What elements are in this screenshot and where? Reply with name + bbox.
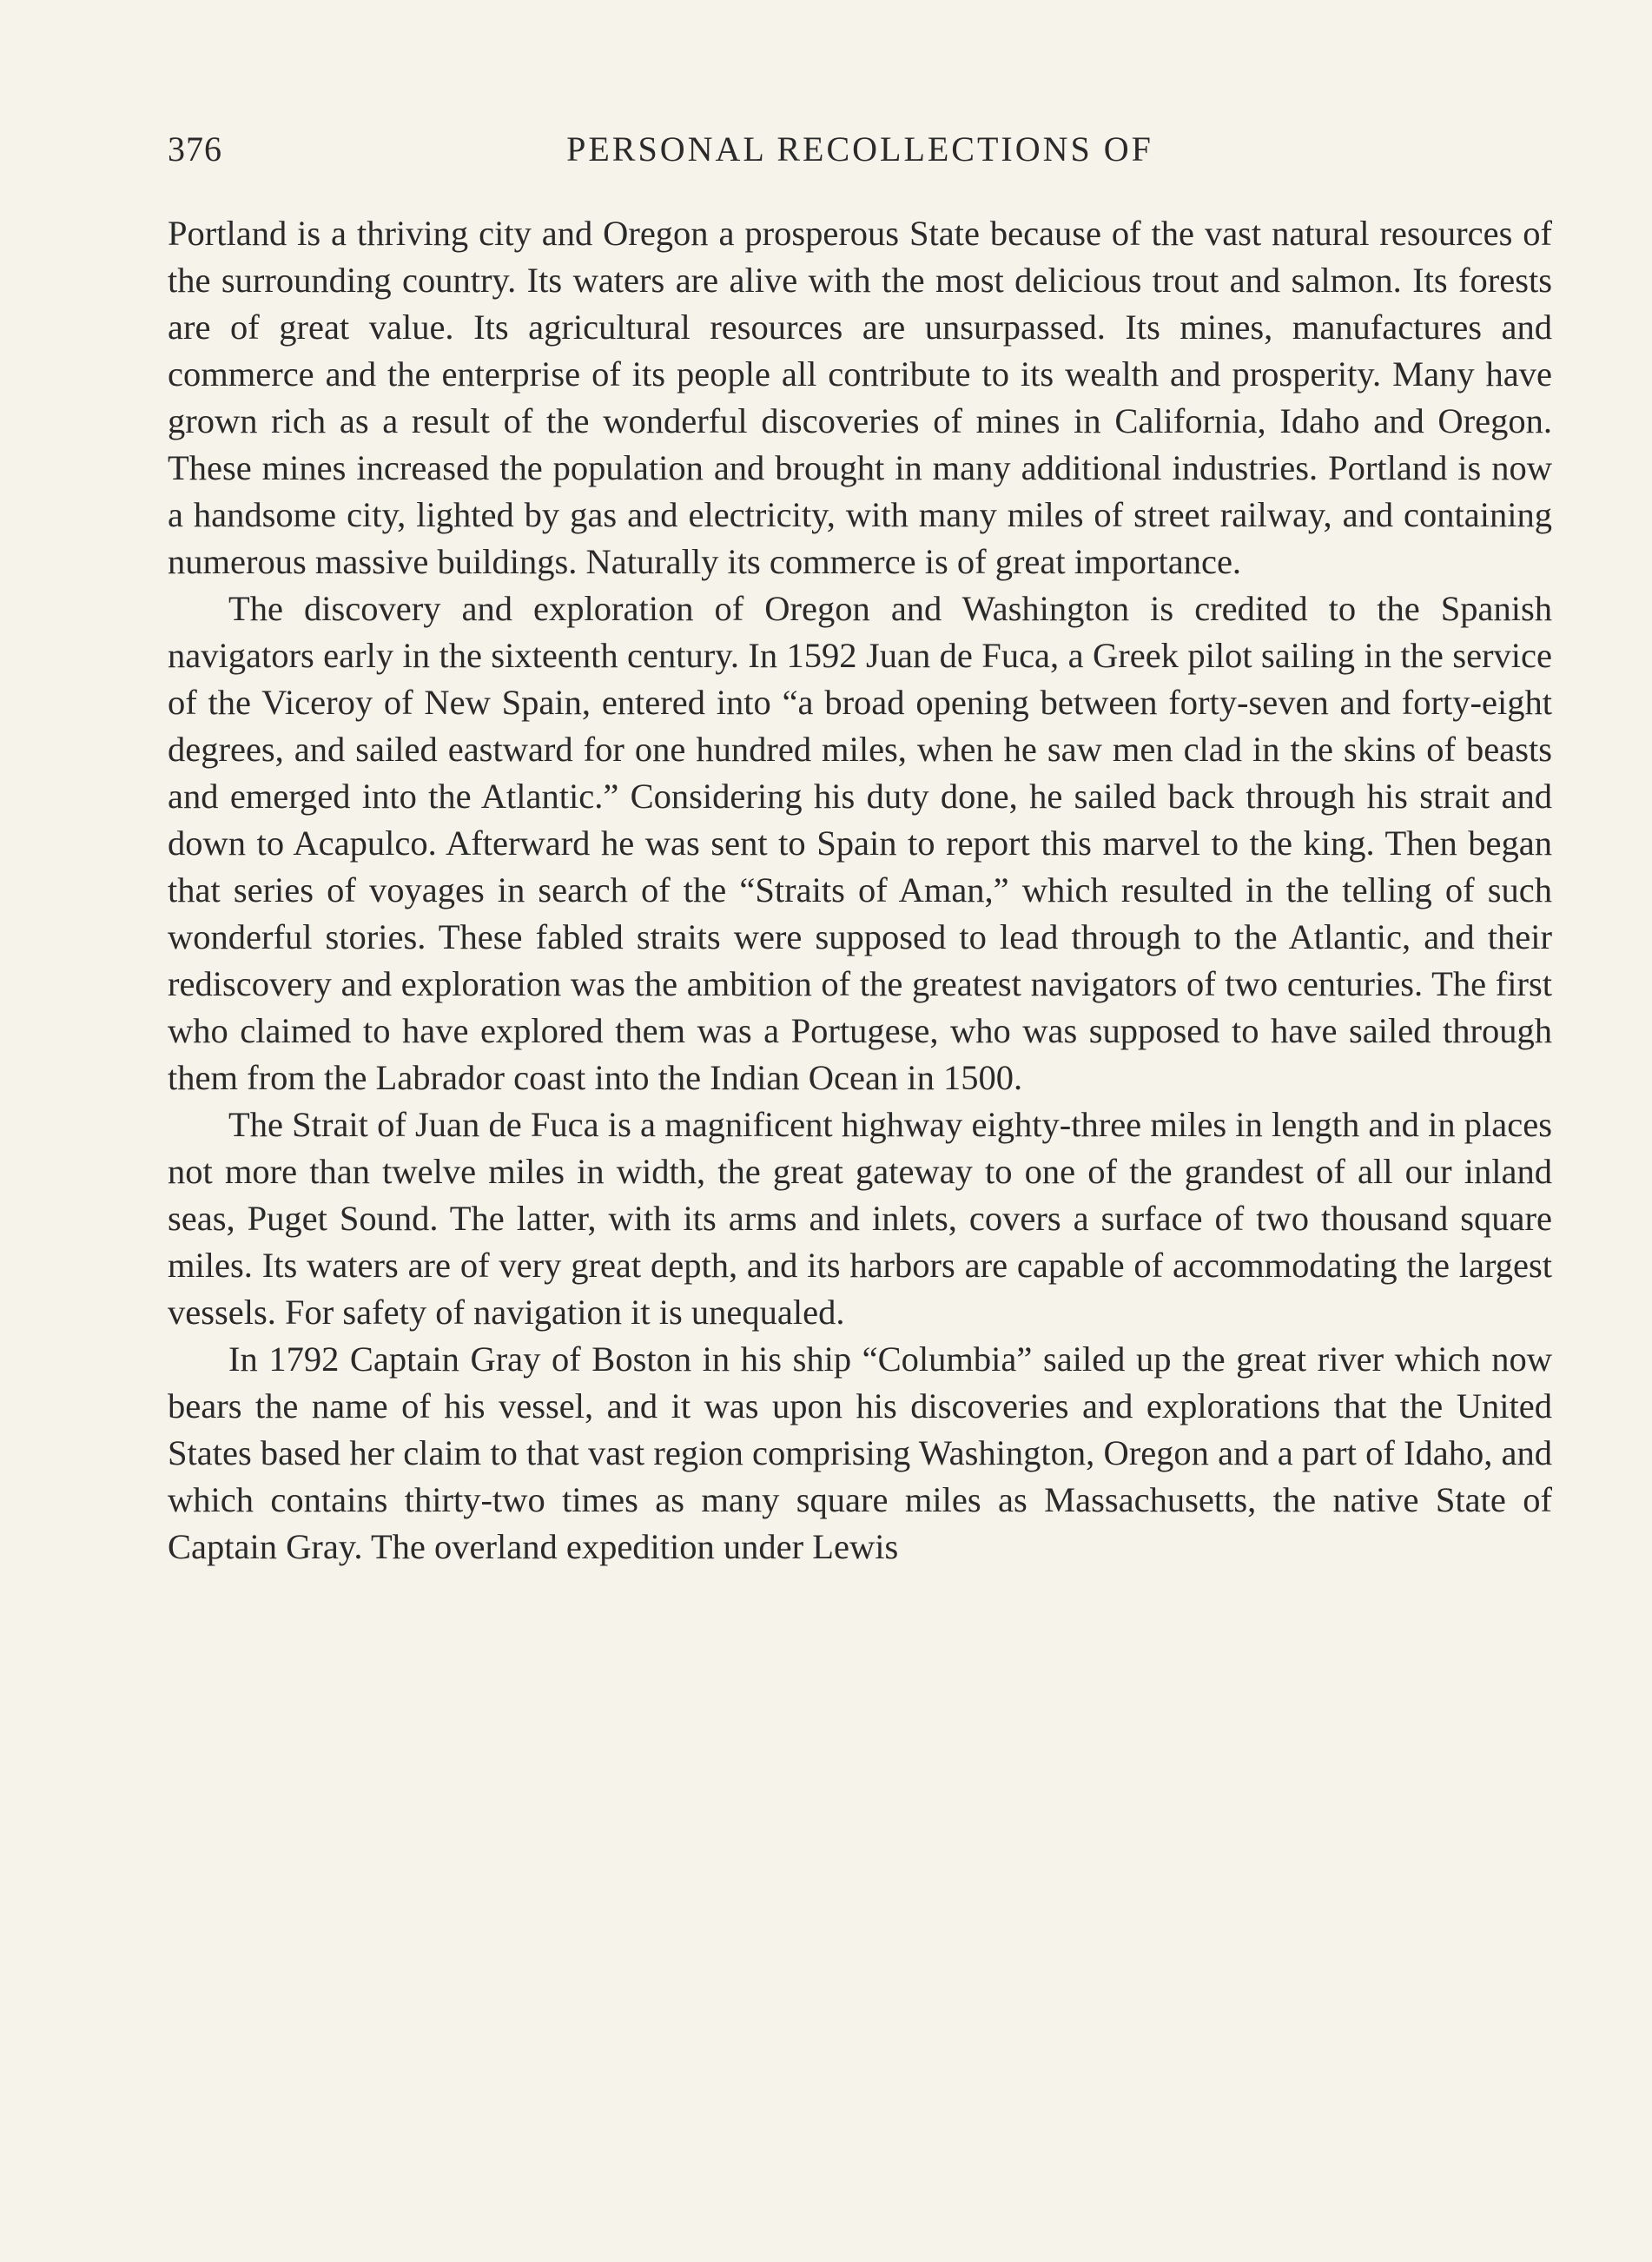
body-text [168,210,1552,1571]
paragraph-4: In 1792 Captain Gray of Boston in his ship “Columbia” sailed up the great river which now bears the name of his vessel, and it was upon his discoveries and explorations that the United States based her claim to that vast region comprising Washington, Oregon and a part of Idaho, and which contains thirty-two times as many square miles as Massachusetts, the native State of Captain Gray. The overland expedition under Lewis [168,1339,1552,1566]
paragraph-1: Portland is a thriving city and Oregon a prosperous State because of the vast natural resources of the surrounding country. Its waters are alive with the most delicious trout and salmon. Its forests are of great value. Its agricultural resources are unsurpassed. Its mines, manufactures and commerce and the enterprise of its people all contribute to its wealth and prosperity. Many have grown rich as a result of the wonderful discoveries of mines in California, Idaho and Oregon. These mines increased the population and brought in many additional industries. Portland is now a handsome city, lighted by gas and electricity, with many miles of street railway, and containing numerous massive buildings. Naturally its commerce is of great importance. [168,214,1552,581]
running-title: PERSONAL RECOLLECTIONS OF [566,129,1153,169]
page-number: 376 [168,129,222,169]
paragraph-3: The Strait of Juan de Fuca is a magnificent highway eighty-three miles in length and in places not more than twelve miles in width, the great gateway to one of the grandest of all our inland seas, Puget Sound. The latter, with its arms and inlets, covers a surface of two thousand square miles. Its waters are of very great depth, and its harbors are capable of accommodating the largest vessels. For safety of navigation it is unequaled. [168,1105,1552,1332]
paragraph-2: The discovery and exploration of Oregon and Washington is credited to the Spanish navigators early in the sixteenth century. In 1592 Juan de Fuca, a Greek pilot sailing in the service of the Viceroy of New Spain, entered into “a broad opening between forty-seven and forty-eight degrees, and sailed eastward for one hundred miles, when he saw men clad in the skins of beasts and emerged into the Atlantic.” Considering his duty done, he sailed back through his strait and down to Acapulco. Afterward he was sent to Spain to report this marvel to the king. Then began that series of voyages in search of the “Straits of Aman,” which resulted in the telling of such wonderful stories. These fabled straits were supposed to lead through to the Atlantic, and their rediscovery and exploration was the ambition of the greatest navigators of two centuries. The first who claimed to have explored them was a Portugese, who was supposed to have sailed through them from the Labrador coast into the Indian Ocean in 1500. [168,589,1552,1097]
page-header [168,129,1552,181]
